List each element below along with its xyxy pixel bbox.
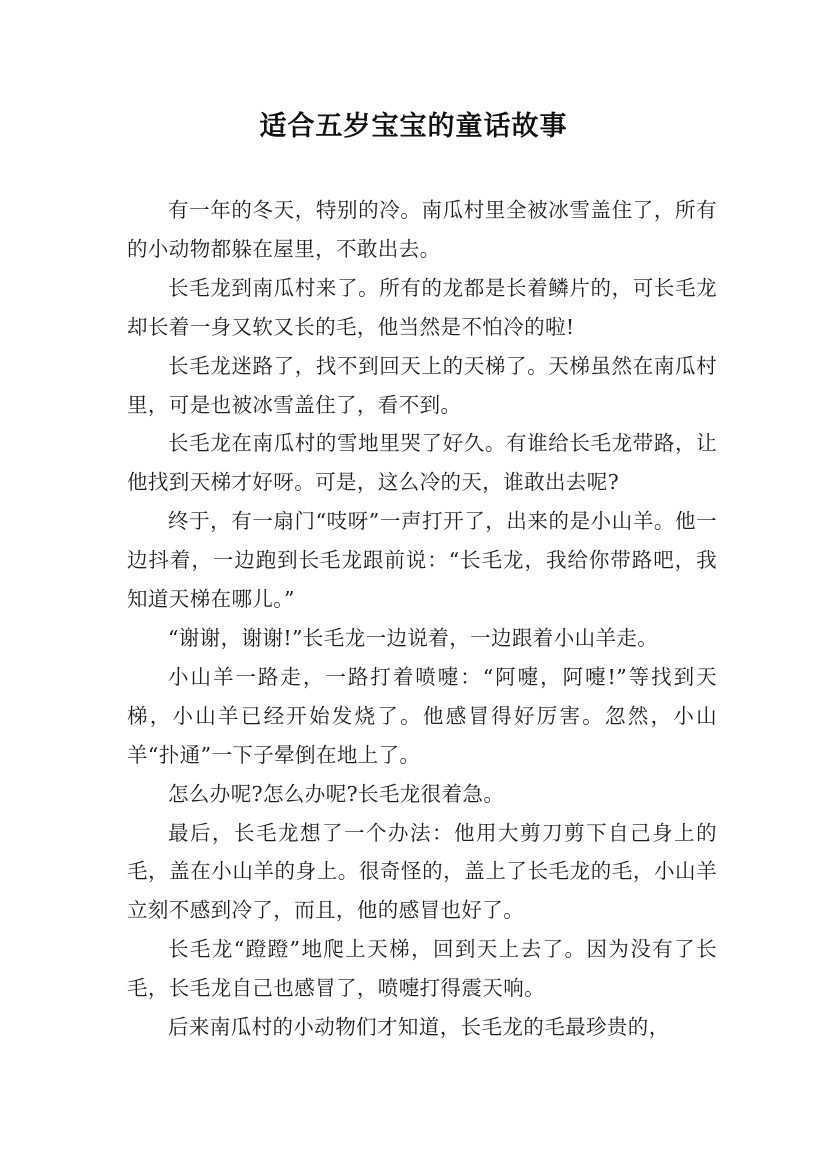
paragraph-9: 最后，长毛龙想了一个办法：他用大剪刀剪下自己身上的毛，盖在小山羊的身上。很奇怪的，盖上了长毛龙的毛，小山羊立刻不感到冷了，而且，他的感冒也好了。 [127, 820, 717, 923]
paragraph-2: 长毛龙到南瓜村来了。所有的龙都是长着鳞片的，可长毛龙却长着一身又软又长的毛，他当然是不怕冷的啦! [127, 275, 717, 339]
paragraph-4: 长毛龙在南瓜村的雪地里哭了好久。有谁给长毛龙带路，让他找到天梯才好呀。可是，这么冷的天，谁敢出去呢? [127, 431, 717, 495]
story-body [127, 191, 717, 1047]
paragraph-7: 小山羊一路走，一路打着喷嚏：“阿嚏，阿嚏!”等找到天梯，小山羊已经开始发烧了。他感冒得好厉害。忽然，小山羊“扑通”一下子晕倒在地上了。 [127, 664, 717, 767]
paragraph-10: 长毛龙“蹬蹬”地爬上天梯，回到天上去了。因为没有了长毛，长毛龙自己也感冒了，喷嚏打得震天响。 [127, 937, 717, 1001]
paragraph-3: 长毛龙迷路了，找不到回天上的天梯了。天梯虽然在南瓜村里，可是也被冰雪盖住了，看不到。 [127, 353, 717, 417]
paragraph-5: 终于，有一扇门“吱呀”一声打开了，出来的是小山羊。他一边抖着，一边跑到长毛龙跟前说：“长毛龙，我给你带路吧，我知道天梯在哪儿。” [127, 509, 717, 612]
paragraph-1: 有一年的冬天，特别的冷。南瓜村里全被冰雪盖住了，所有的小动物都躲在屋里，不敢出去。 [127, 198, 717, 261]
paragraph-6: “谢谢，谢谢!”长毛龙一边说着，一边跟着小山羊走。 [168, 625, 659, 650]
document-title: 适合五岁宝宝的童话故事 [259, 111, 568, 142]
paragraph-11: 后来南瓜村的小动物们才知道，长毛龙的毛最珍贵的， [168, 1015, 670, 1040]
paragraph-8: 怎么办呢?怎么办呢?长毛龙很着急。 [168, 781, 505, 806]
